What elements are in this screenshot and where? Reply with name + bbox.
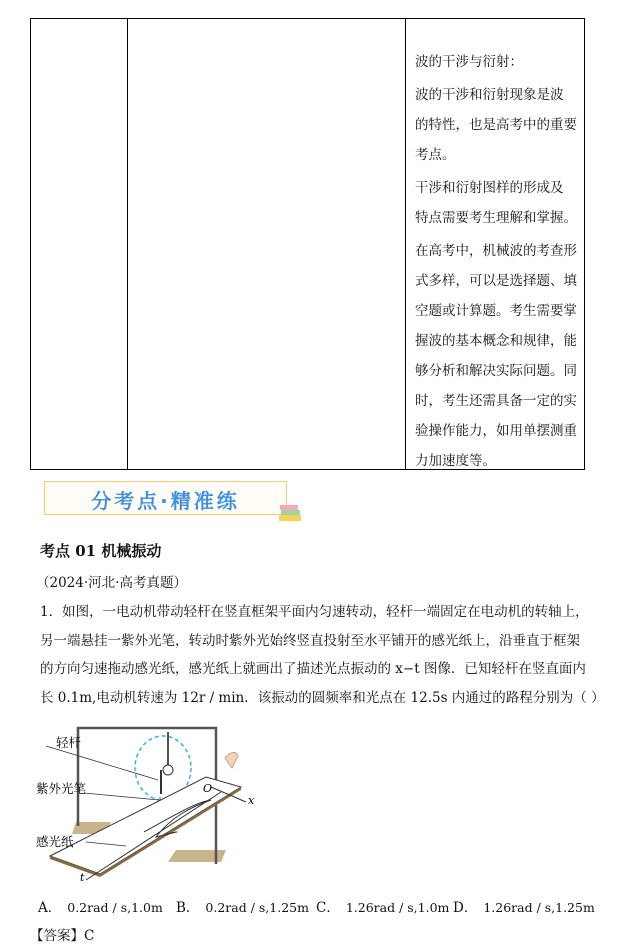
table-cell-notes [415, 47, 585, 476]
books-icon [277, 503, 303, 523]
table-divider [405, 19, 406, 469]
label-x: x [248, 794, 255, 807]
section-heading: 考点 01 机械振动 [40, 542, 162, 560]
table-divider [127, 19, 128, 469]
option-a[interactable]: A． 0.2rad / s,1.0m [38, 900, 163, 916]
notes-line: 的特性，也是高考中的重要 [415, 117, 577, 133]
option-b[interactable]: B． 0.2rad / s,1.25m [176, 900, 309, 916]
hand-icon [225, 752, 238, 768]
question-line: 另一端悬挂一紫外光笔，转动时紫外光始终竖直投射至水平铺开的感光纸上，沿垂直于框架 [40, 632, 580, 649]
notes-line: 干涉和衍射图样的形成及 [415, 180, 564, 196]
apparatus-figure [36, 722, 261, 882]
notes-line: 够分析和解决实际问题。同 [415, 363, 577, 379]
label-origin: O [203, 782, 213, 795]
question-source: （2024·河北·高考真题） [36, 575, 187, 591]
label-pen: 紫外光笔 [36, 781, 87, 796]
question-text [40, 598, 610, 712]
notes-line: 验操作能力，如用单摆测重 [415, 423, 577, 439]
summary-table [30, 18, 585, 470]
banner-title: 分考点·精准练 [91, 489, 240, 513]
question-line: 的方向匀速拖动感光纸，感光纸上就画出了描述光点振动的 x−t 图像．已知轻杆在竖直面内 [40, 661, 586, 677]
notes-line: 考点。 [415, 147, 456, 163]
option-c[interactable]: C． 1.26rad / s,1.0m [316, 900, 450, 916]
label-t: t [80, 871, 85, 882]
question-line: 1．如图，一电动机带动轻杆在竖直框架平面内匀速转动，轻杆一端固定在电动机的转轴上， [40, 604, 589, 620]
base-pad [168, 850, 226, 862]
label-paper: 感光纸 [36, 834, 74, 849]
notes-line: 式多样，可以是选择题、填 [415, 273, 577, 289]
notes-line: 波的干涉与衍射： [415, 54, 523, 70]
option-d[interactable]: D． 1.26rad / s,1.25m [453, 900, 595, 916]
section-banner [44, 481, 287, 515]
notes-line: 时，考生还需具备一定的实 [415, 393, 577, 409]
notes-line: 波的干涉和衍射现象是波 [415, 87, 564, 103]
notes-line: 空题或计算题。考生需要掌 [415, 303, 577, 319]
notes-line: 在高考中，机械波的考查形 [415, 243, 577, 259]
notes-line: 力加速度等。 [415, 453, 496, 469]
answer-text: 【答案】C [30, 928, 95, 944]
label-rod: 轻杆 [56, 735, 82, 750]
notes-line: 特点需要考生理解和掌握。 [415, 210, 577, 226]
question-line: 长 0.1m,电动机转速为 12r / min．该振动的圆频率和光点在 12.5s 内通过的路程分别为（ ） [40, 689, 605, 706]
notes-line: 握波的基本概念和规律，能 [415, 333, 577, 349]
